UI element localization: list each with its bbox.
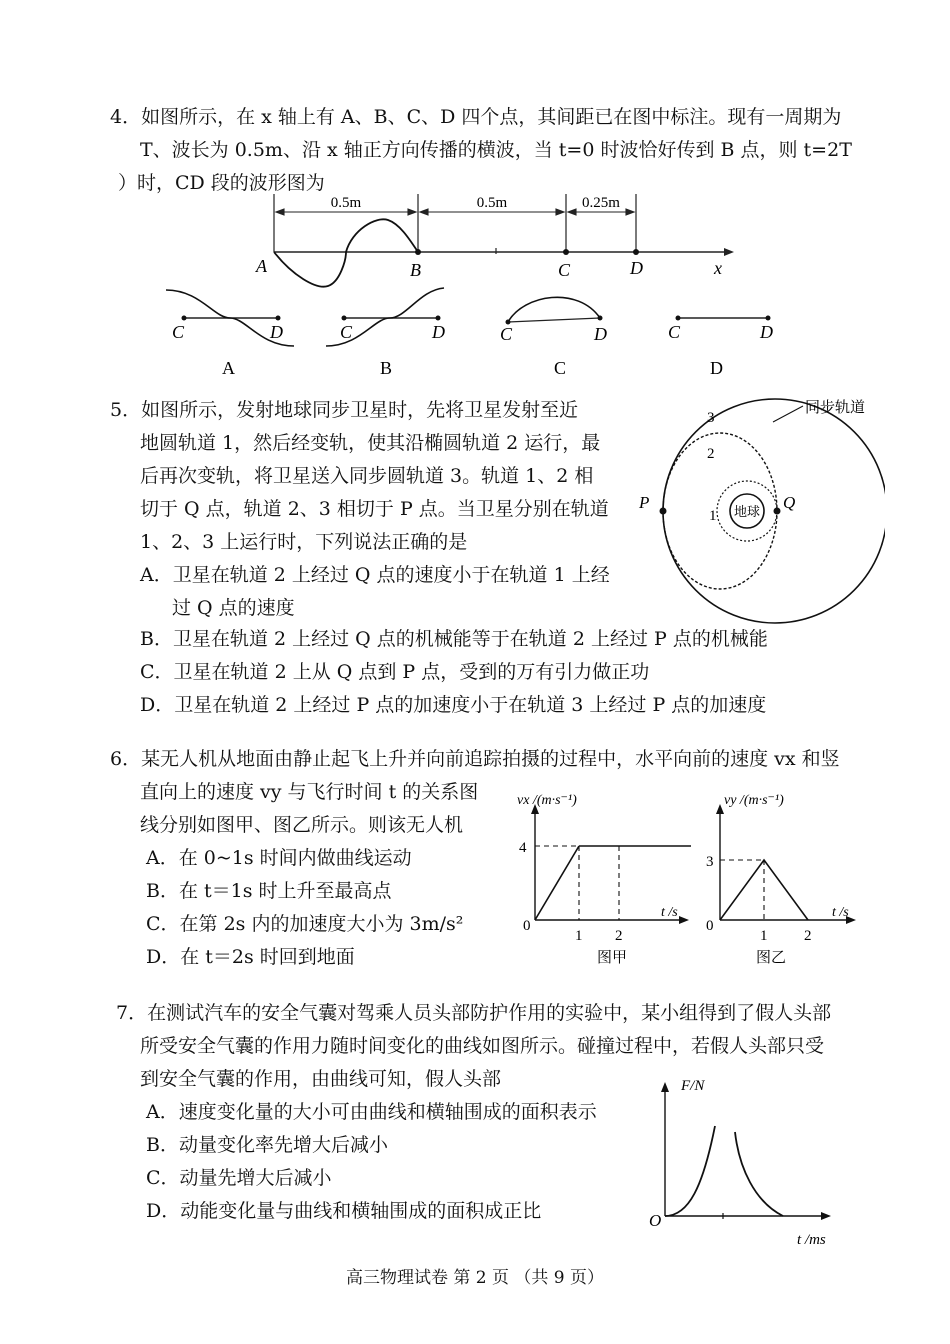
x-axis-label: x <box>714 258 722 278</box>
q5-option-a: A．卫星在轨道 2 上经过 Q 点的速度小于在轨道 1 上经 <box>140 564 610 586</box>
point-d-label: D <box>630 258 643 278</box>
q4-line-1: 4．如图所示，在 x 轴上有 A、B、C、D 四个点，其间距已在图中标注。现有一周期为 <box>110 106 842 128</box>
q4-option-d-figure <box>660 282 790 382</box>
opt-c-d: D <box>594 324 607 344</box>
graph-a-caption: 图甲 <box>597 950 628 966</box>
opt-b-d: D <box>432 322 445 342</box>
graph-b-x1: 1 <box>760 928 768 944</box>
q6-graph-b <box>700 790 865 970</box>
point-a-label: A <box>256 256 267 276</box>
orbit-2-label: 2 <box>707 446 715 462</box>
page-footer: 高三物理试卷 第 2 页 （共 9 页） <box>345 1268 605 1288</box>
point-c-label: C <box>558 260 571 280</box>
graph-a-ylabel: vx /(m·s⁻¹) <box>517 793 577 808</box>
q7-option-a: A．速度变化量的大小可由曲线和横轴围成的面积表示 <box>146 1101 597 1123</box>
q6-option-c: C．在第 2s 内的加速度大小为 3m/s² <box>146 913 464 935</box>
option-c-label: C <box>554 358 567 378</box>
p-label: P <box>639 493 650 512</box>
q6-option-d: D．在 t＝2s 时回到地面 <box>146 946 355 968</box>
q7-force-graph <box>645 1076 845 1248</box>
q5-option-b: B．卫星在轨道 2 上经过 Q 点的机械能等于在轨道 2 上经过 P 点的机械能 <box>140 628 768 650</box>
force-graph-ylabel: F/N <box>681 1078 705 1094</box>
q6-line-1: 6．某无人机从地面由静止起飞上升并向前追踪拍摄的过程中，水平向前的速度 vx 和竖 <box>110 748 840 770</box>
option-b-label: B <box>380 358 393 378</box>
q4-line-3: ）时，CD 段的波形图为 <box>118 172 325 194</box>
q6-option-b: B．在 t＝1s 时上升至最高点 <box>146 880 392 902</box>
q4-option-a-figure <box>160 282 300 382</box>
q6-option-a: A．在 0~1s 时间内做曲线运动 <box>146 847 412 869</box>
graph-a-origin: 0 <box>523 918 531 934</box>
graph-a-x1: 1 <box>575 928 583 944</box>
graph-a-xlabel: t /s <box>661 905 678 920</box>
graph-b-origin: 0 <box>706 918 714 934</box>
graph-b-xlabel: t /s <box>832 905 849 920</box>
q5-line-5: 1、2、3 上运行时，下列说法正确的是 <box>140 531 468 553</box>
force-graph-xlabel: t /ms <box>797 1232 826 1248</box>
q-label: Q <box>783 493 796 512</box>
q5-line-2: 地圆轨道 1，然后经变轨，使其沿椭圆轨道 2 运行，最 <box>140 432 601 454</box>
opt-d-c: C <box>668 322 681 342</box>
q7-line-1: 7．在测试汽车的安全气囊对驾乘人员头部防护作用的实验中，某小组得到了假人头部 <box>116 1002 832 1024</box>
q5-option-d: D．卫星在轨道 2 上经过 P 点的加速度小于在轨道 3 上经过 P 点的加速度 <box>140 694 767 716</box>
graph-b-caption: 图乙 <box>756 950 787 966</box>
q4-option-b-figure <box>320 282 460 382</box>
orbit-3-label: 3 <box>707 410 715 426</box>
sync-orbit-label: 同步轨道 <box>805 400 866 416</box>
opt-d-d: D <box>760 322 773 342</box>
point-b-label: B <box>410 260 421 280</box>
opt-c-c: C <box>500 324 513 344</box>
q5-line-3: 后再次变轨，将卫星送入同步圆轨道 3。轨道 1、2 相 <box>140 465 594 487</box>
graph-a-y4: 4 <box>519 840 527 856</box>
dim-bc: 0.5m <box>476 195 508 211</box>
graph-b-y3: 3 <box>706 854 714 870</box>
q7-option-c: C．动量先增大后减小 <box>146 1167 332 1189</box>
q7-option-b: B．动量变化率先增大后减小 <box>146 1134 388 1156</box>
q7-line-2: 所受安全气囊的作用力随时间变化的曲线如图所示。碰撞过程中，若假人头部只受 <box>140 1035 825 1057</box>
force-graph-origin: O <box>649 1211 662 1230</box>
option-d-label: D <box>710 358 723 378</box>
dim-cd: 0.25m <box>582 195 620 211</box>
q6-line-2: 直向上的速度 vy 与飞行时间 t 的关系图 <box>140 781 479 803</box>
opt-a-d: D <box>270 322 283 342</box>
graph-a-x2: 2 <box>615 928 623 944</box>
q5-option-a-cont: 过 Q 点的速度 <box>172 597 295 619</box>
q5-line-1: 5．如图所示，发射地球同步卫星时，先将卫星发射至近 <box>110 399 579 421</box>
q4-line-2: T、波长为 0.5m、沿 x 轴正方向传播的横波，当 t=0 时波恰好传到 B 点，则 t=2T <box>140 139 852 161</box>
dim-ab: 0.5m <box>330 195 362 211</box>
option-a-label: A <box>222 358 235 378</box>
q6-graph-a <box>515 790 700 970</box>
earth-label: 地球 <box>733 504 761 519</box>
opt-a-c: C <box>172 322 185 342</box>
q7-option-d: D．动能变化量与曲线和横轴围成的面积成正比 <box>146 1200 542 1222</box>
opt-b-c: C <box>340 322 353 342</box>
q6-line-3: 线分别如图甲、图乙所示。则该无人机 <box>140 814 464 836</box>
graph-b-ylabel: vy /(m·s⁻¹) <box>724 793 784 808</box>
q5-orbit-figure <box>635 392 885 632</box>
orbit-1-label: 1 <box>709 508 717 524</box>
q5-line-4: 切于 Q 点，轨道 2、3 相切于 P 点。当卫星分别在轨道 <box>140 498 609 520</box>
q4-option-c-figure <box>490 282 620 382</box>
graph-b-x2: 2 <box>804 928 812 944</box>
q7-line-3: 到安全气囊的作用，由曲线可知，假人头部 <box>140 1068 502 1090</box>
q5-option-c: C．卫星在轨道 2 上从 Q 点到 P 点，受到的万有引力做正功 <box>140 661 650 683</box>
